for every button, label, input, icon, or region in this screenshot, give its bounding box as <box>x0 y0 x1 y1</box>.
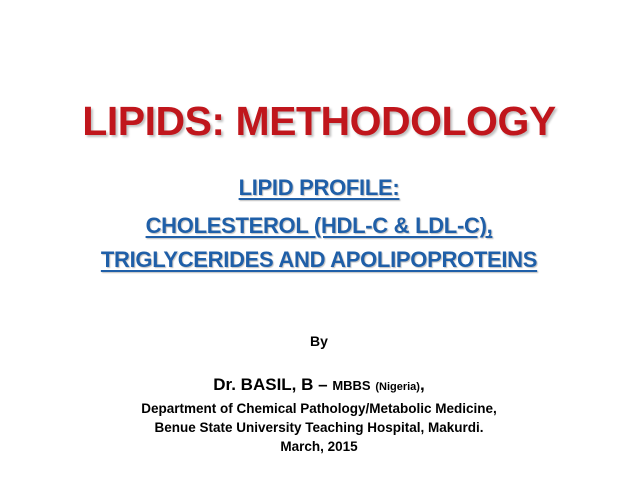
author-name: Dr. BASIL, B – <box>213 375 328 394</box>
author-line <box>0 374 638 398</box>
author-country: (Nigeria) <box>375 381 420 393</box>
subtitle-line-1-text: LIPID PROFILE: <box>238 175 400 200</box>
by-label: By <box>310 333 328 349</box>
department-text: Department of Chemical Pathology/Metabolic Medicine, <box>141 401 497 416</box>
slide-title: LIPIDS: METHODOLOGY <box>82 98 556 144</box>
author-trailing-comma: , <box>419 375 425 394</box>
subtitle-line-3-text: TRIGLYCERIDES AND APOLIPOPROTEINS <box>100 247 538 272</box>
subtitle-line-2 <box>0 212 638 240</box>
subtitle-line-1 <box>0 174 638 202</box>
subtitle-line-2-text: CHOLESTEROL (HDL-C & LDL-C), <box>145 213 493 238</box>
institution-text: Benue State University Teaching Hospital, Makurdi. <box>154 420 484 435</box>
date-text: March, 2015 <box>280 439 358 454</box>
subtitle-line-3 <box>0 246 638 274</box>
author-degree: MBBS <box>332 378 371 393</box>
